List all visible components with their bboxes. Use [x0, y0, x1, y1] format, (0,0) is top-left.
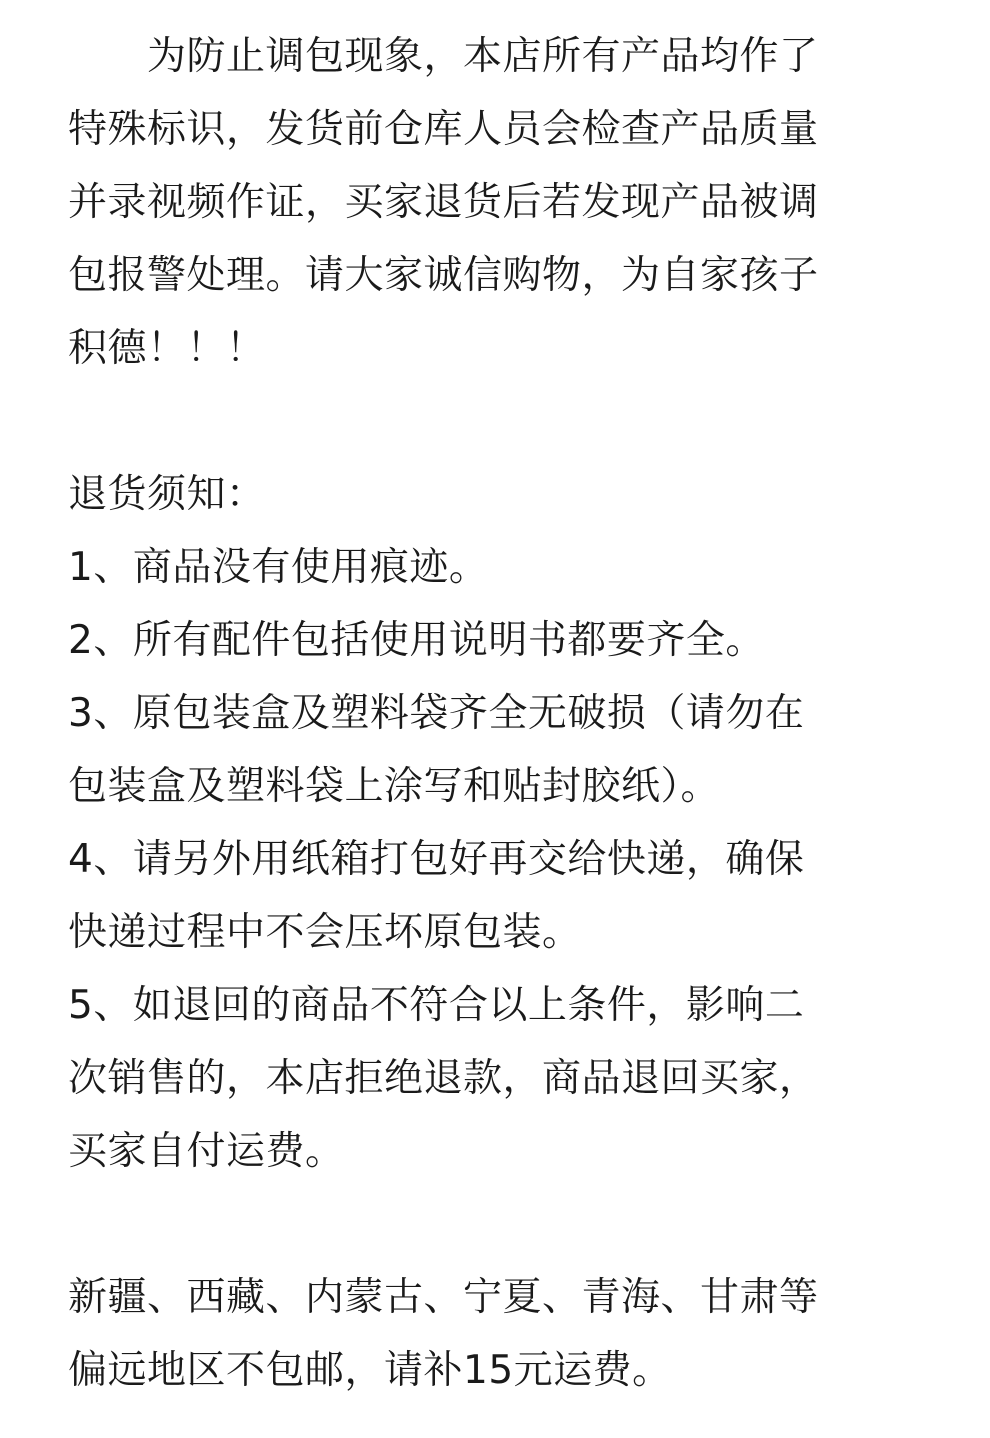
spacer	[68, 1188, 920, 1261]
notice-line: 并录视频作证，买家退货后若发现产品被调	[68, 180, 819, 225]
return-rule-line: 快递过程中不会压坏原包装。	[68, 910, 582, 955]
return-rule-line: 包装盒及塑料袋上涂写和贴封胶纸）。	[68, 764, 721, 809]
return-rule-line: 次销售的，本店拒绝退款，商品退回买家，	[68, 1056, 819, 1101]
notice-line: 包报警处理。请大家诚信购物，为自家孩子	[68, 253, 819, 298]
return-rule-line: 5、如退回的商品不符合以上条件，影响二	[68, 983, 805, 1028]
return-rule-line: 2、所有配件包括使用说明书都要齐全。	[68, 618, 765, 663]
shipping-notice	[68, 1261, 920, 1407]
return-policy-heading: 退货须知：	[68, 472, 266, 517]
notice-line: 积德！！！	[68, 326, 266, 371]
return-rule-line: 买家自付运费。	[68, 1129, 345, 1174]
shipping-line: 新疆、西藏、内蒙古、宁夏、青海、甘肃等	[68, 1275, 819, 1320]
return-rule-line: 1、商品没有使用痕迹。	[68, 545, 489, 590]
return-rule-line: 4、请另外用纸箱打包好再交给快递，确保	[68, 837, 805, 882]
spacer	[68, 385, 920, 458]
notice-line: 为防止调包现象，本店所有产品均作了	[68, 34, 819, 79]
return-rule-line: 3、原包装盒及塑料袋齐全无破损（请勿在	[68, 691, 805, 736]
shipping-line: 偏远地区不包邮，请补15元运费。	[68, 1348, 672, 1393]
return-policy	[68, 458, 920, 1188]
anti-swap-notice	[68, 20, 920, 385]
notice-line: 特殊标识，发货前仓库人员会检查产品质量	[68, 107, 819, 152]
